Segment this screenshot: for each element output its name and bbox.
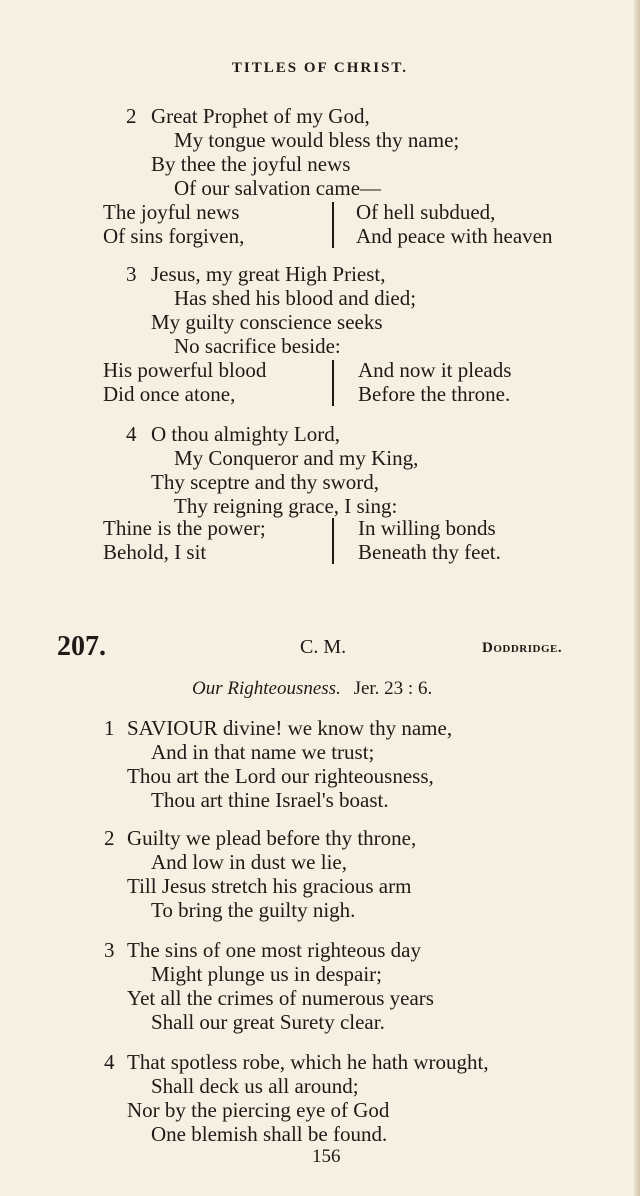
verse-line: My tongue would bless thy name; — [174, 128, 460, 152]
verse-line: And low in dust we lie, — [151, 850, 347, 874]
page-number: 156 — [312, 1146, 341, 1167]
chorus-left-line: Did once atone, — [103, 382, 236, 406]
chorus-right-line: And now it pleads — [358, 358, 512, 382]
scripture-reference: Jer. 23 : 6. — [353, 678, 433, 699]
chorus-right-line: In willing bonds — [358, 516, 496, 540]
chorus-left-line: The joyful news — [103, 200, 240, 224]
stanza-number: 4 — [104, 1050, 115, 1074]
hymn-author: Doddridge. — [482, 640, 563, 656]
verse-line: My guilty conscience seeks — [151, 310, 383, 334]
hymn-title-line — [192, 678, 432, 700]
chorus-left-line: Thine is the power; — [103, 516, 266, 540]
chorus-divider — [332, 360, 334, 406]
verse-line: By thee the joyful news — [151, 152, 351, 176]
verse-line: Till Jesus stretch his gracious arm — [127, 874, 412, 898]
verse-line: The sins of one most righteous day — [127, 938, 421, 962]
verse-line: Thou art the Lord our righteousness, — [127, 764, 434, 788]
verse-line: That spotless robe, which he hath wrought, — [127, 1050, 489, 1074]
verse-line: Shall deck us all around; — [151, 1074, 359, 1098]
stanza-number: 1 — [104, 716, 115, 740]
verse-line: Of our salvation came— — [174, 176, 382, 200]
verse-line: Yet all the crimes of numerous years — [127, 986, 434, 1010]
verse-line: Thou art thine Israel's boast. — [151, 788, 389, 812]
running-header: TITLES OF CHRIST. — [231, 60, 409, 76]
verse-line: Might plunge us in despair; — [151, 962, 382, 986]
hymn-number: 207. — [57, 631, 106, 662]
stanza-number: 3 — [126, 262, 137, 286]
verse-line: SAVIOUR divine! we know thy name, — [127, 716, 453, 740]
page-edge — [634, 0, 640, 1196]
verse-line: Great Prophet of my God, — [151, 104, 370, 128]
verse-line: Thy sceptre and thy sword, — [151, 470, 380, 494]
chorus-right-line: Beneath thy feet. — [358, 540, 501, 564]
stanza-number: 3 — [104, 938, 115, 962]
verse-line: And in that name we trust; — [151, 740, 375, 764]
verse-line: Has shed his blood and died; — [174, 286, 417, 310]
chorus-divider — [332, 202, 334, 248]
chorus-right-line: And peace with heaven — [356, 224, 553, 248]
verse-line: One blemish shall be found. — [151, 1122, 388, 1146]
hymn-meter: C. M. — [300, 636, 347, 658]
chorus-left-line: Behold, I sit — [103, 540, 207, 564]
verse-line: O thou almighty Lord, — [151, 422, 340, 446]
verse-line: No sacrifice beside: — [174, 334, 341, 358]
hymn-title: Our Righteousness. — [192, 678, 341, 699]
verse-line: Shall our great Surety clear. — [151, 1010, 385, 1034]
chorus-left-line: Of sins forgiven, — [103, 224, 245, 248]
chorus-left-line: His powerful blood — [103, 358, 267, 382]
chorus-divider — [332, 518, 334, 564]
verse-line: Jesus, my great High Priest, — [151, 262, 386, 286]
stanza-number: 2 — [126, 104, 137, 128]
stanza-number: 2 — [104, 826, 115, 850]
chorus-right-line: Of hell subdued, — [356, 200, 496, 224]
verse-line: Thy reigning grace, I sing: — [174, 494, 398, 518]
verse-line: To bring the guilty nigh. — [151, 898, 356, 922]
verse-line: Nor by the piercing eye of God — [127, 1098, 390, 1122]
verse-line: Guilty we plead before thy throne, — [127, 826, 417, 850]
stanza-number: 4 — [126, 422, 137, 446]
chorus-right-line: Before the throne. — [358, 382, 511, 406]
verse-line: My Conqueror and my King, — [174, 446, 419, 470]
